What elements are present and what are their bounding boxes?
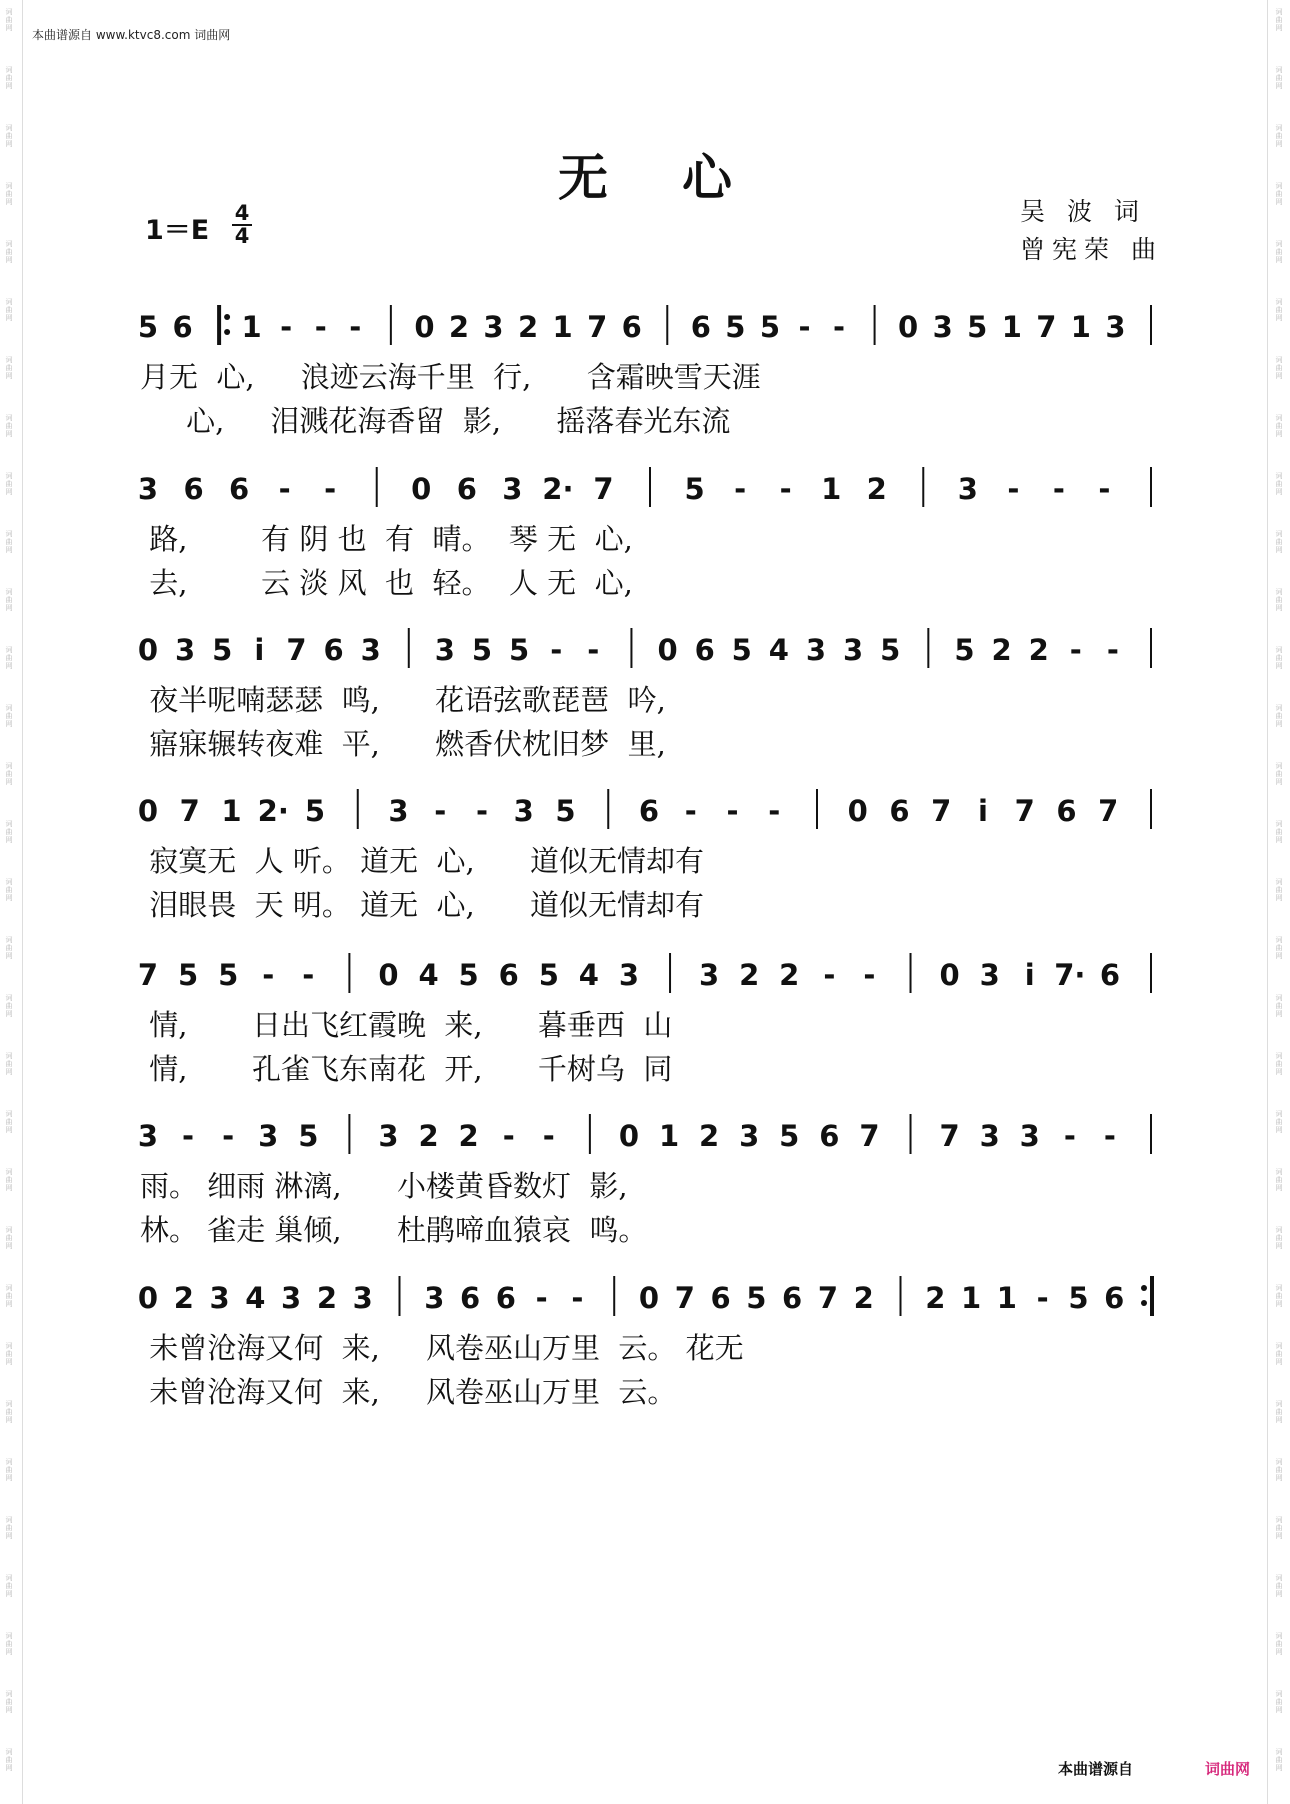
note: - [502, 1119, 515, 1153]
note: 3 [175, 633, 196, 667]
note: 3 [388, 794, 409, 828]
watermark-mark: 词 曲 网 [5, 704, 13, 728]
watermark-mark: 词 曲 网 [5, 240, 13, 264]
key-signature: 1＝E [145, 215, 210, 246]
footer-source-label: 本曲谱源自 [1058, 1760, 1134, 1778]
note: 6 [694, 633, 715, 667]
watermark-mark: 词 曲 网 [1275, 414, 1283, 438]
note: - [349, 310, 362, 344]
bar-line [408, 628, 410, 668]
note: 3 [957, 472, 978, 506]
note: - [475, 794, 489, 828]
lyric-verse-2: 寤寐辗转夜难 平, 燃香伏枕旧梦 里, [140, 727, 666, 761]
note: i [254, 633, 265, 667]
note: 5 [458, 958, 479, 992]
note: 5 [538, 958, 559, 992]
note: - [768, 794, 781, 828]
watermark-mark: 词 曲 网 [5, 1690, 13, 1714]
watermark-mark: 词 曲 网 [5, 994, 13, 1018]
note: 0 [378, 958, 399, 992]
note: - [726, 794, 739, 828]
note: 2 [866, 472, 887, 506]
lyric-verse-2: 泪眼畏 天 明。 道无 心, 道似无情却有 [140, 888, 705, 922]
note: 6 [1099, 958, 1121, 992]
bar-line [900, 1276, 902, 1316]
note: 5 [954, 633, 975, 667]
lyric-verse-1: 寂寞无 人 听。 道无 心, 道似无情却有 [140, 844, 705, 878]
note: - [823, 958, 836, 992]
repeat-bar-line [217, 305, 221, 345]
note: 0 [137, 633, 159, 667]
repeat-dot [1141, 1300, 1147, 1306]
bar-line [910, 1114, 912, 1154]
time-signature-top: 4 [234, 201, 250, 225]
note: - [684, 794, 697, 828]
note: - [779, 472, 792, 506]
note: 7 [137, 958, 159, 992]
watermark-mark: 词 曲 网 [1275, 8, 1283, 32]
note: 6 [690, 310, 711, 344]
watermark-mark: 词 曲 网 [5, 8, 13, 32]
note: 0 [847, 794, 868, 828]
watermark-mark: 词 曲 网 [1275, 820, 1283, 844]
watermark-mark: 词 曲 网 [1275, 878, 1283, 902]
note: 7 [587, 310, 608, 344]
note: - [1106, 633, 1119, 667]
note: 5 [177, 958, 199, 992]
note: 4 [418, 958, 439, 992]
lyric-verse-2: 未曾沧海又何 来, 风卷巫山万里 云。 [140, 1375, 677, 1409]
note: 7 [1014, 794, 1035, 828]
note: 5 [684, 472, 705, 506]
watermark-mark: 词 曲 网 [1275, 356, 1283, 380]
watermark-mark: 词 曲 网 [1275, 1458, 1283, 1482]
note: - [262, 958, 275, 992]
note: 7 [1036, 310, 1057, 344]
bar-line [1150, 789, 1152, 829]
watermark-mark: 词 曲 网 [1275, 1168, 1283, 1192]
watermark-mark: 词 曲 网 [5, 298, 13, 322]
lyric-verse-2: 林。 雀走 巢倾, 杜鹃啼血猿哀 鸣。 [140, 1213, 648, 1247]
lyric-verse-2: 心, 泪溅花海香留 影, 摇落春光东流 [140, 404, 731, 438]
bar-line [649, 467, 651, 507]
watermark-mark: 词 曲 网 [5, 1516, 13, 1540]
watermark-mark: 词 曲 网 [1275, 1748, 1283, 1772]
note: - [535, 1281, 548, 1315]
bar-line [376, 467, 378, 507]
watermark-mark: 词 曲 网 [5, 1400, 13, 1424]
note: 1 [221, 794, 242, 828]
note: - [314, 310, 327, 344]
watermark-mark: 词 曲 网 [5, 762, 13, 786]
watermark-mark: 词 曲 网 [5, 182, 13, 206]
note: 1 [241, 310, 262, 344]
watermark-mark: 词 曲 网 [1275, 994, 1283, 1018]
notation-row [0, 935, 1290, 1005]
note: - [302, 958, 315, 992]
note: 5 [779, 1119, 800, 1153]
note: 1 [1001, 310, 1022, 344]
watermark-mark: 词 曲 网 [5, 1226, 13, 1250]
note: 6 [1104, 1281, 1125, 1315]
note: 2 [448, 310, 470, 344]
watermark-mark: 词 曲 网 [1275, 1690, 1283, 1714]
note: 0 [414, 310, 435, 344]
note: 5 [298, 1119, 319, 1153]
note: 5 [555, 794, 576, 828]
bar-line [669, 953, 671, 993]
repeat-dot [224, 329, 230, 335]
lyric-verse-2: 情, 孔雀飞东南花 开, 千树乌 同 [140, 1052, 673, 1086]
note: 6 [498, 958, 519, 992]
note: 0 [638, 1281, 660, 1315]
note: 1 [1070, 310, 1091, 344]
repeat-dot [1141, 1285, 1147, 1291]
note: 3 [352, 1281, 373, 1315]
time-signature [231, 203, 253, 247]
watermark-mark: 词 曲 网 [1275, 1574, 1283, 1598]
note: 5 [212, 633, 233, 667]
note: 2 [699, 1119, 720, 1153]
composer-credit: 曾宪荣 曲 [1020, 235, 1163, 264]
bar-line [348, 1114, 350, 1154]
note: 5 [880, 633, 901, 667]
note: 0 [618, 1119, 640, 1153]
bar-line [922, 467, 924, 507]
bar-line [630, 628, 632, 668]
time-signature-bottom: 4 [234, 224, 250, 248]
bar-line [874, 305, 876, 345]
note: 5 [725, 310, 746, 344]
note: 3 [805, 633, 827, 667]
lyric-verse-1: 夜半呢喃瑟瑟 鸣, 花语弦歌琵琶 吟, [140, 683, 666, 717]
lyric-verse-2: 去, 云 淡 风 也 轻。 人 无 心, [140, 566, 633, 600]
note: 5 [731, 633, 752, 667]
watermark-mark: 词 曲 网 [1275, 124, 1283, 148]
note: 2 [991, 633, 1012, 667]
bar-line [390, 305, 392, 345]
note: 2 [173, 1281, 194, 1315]
watermark-mark: 词 曲 网 [1275, 1516, 1283, 1540]
watermark-mark: 词 曲 网 [5, 1168, 13, 1192]
bar-line [613, 1276, 615, 1316]
note: 3 [843, 633, 864, 667]
note: 7 [931, 794, 952, 828]
bar-line [1150, 1114, 1152, 1154]
lyric-verse-1: 情, 日出飞红霞晚 来, 暮垂西 山 [140, 1008, 673, 1042]
note: 3 [979, 1119, 1000, 1153]
watermark-mark: 词 曲 网 [5, 1342, 13, 1366]
lyricist-credit: 吴 波 词 [1020, 197, 1146, 226]
note: - [280, 310, 293, 344]
watermark-mark: 词 曲 网 [5, 1748, 13, 1772]
note: 6 [323, 633, 344, 667]
score-system-7 [0, 1258, 1290, 1408]
note: 3 [209, 1281, 230, 1315]
note: 7 [859, 1119, 880, 1153]
note: 7· [1054, 958, 1086, 992]
watermark-mark: 词 曲 网 [1275, 1226, 1283, 1250]
bar-line [399, 1276, 401, 1316]
watermark-mark: 词 曲 网 [5, 1052, 13, 1076]
note: 3 [258, 1119, 279, 1153]
watermark-mark: 词 曲 网 [1275, 1342, 1283, 1366]
note: 3 [1105, 310, 1126, 344]
note: - [734, 472, 747, 506]
watermark-mark: 词 曲 网 [5, 414, 13, 438]
repeat-dot [224, 314, 230, 320]
note: - [798, 310, 811, 344]
note: 2· [542, 472, 574, 506]
note: - [1098, 472, 1111, 506]
note: 6 [459, 1281, 481, 1315]
note: 7 [817, 1281, 839, 1315]
note: - [278, 472, 291, 506]
note: - [1036, 1281, 1049, 1315]
watermark-mark: 词 曲 网 [5, 1284, 13, 1308]
note: 3 [137, 472, 159, 506]
bar-line [607, 789, 609, 829]
note: 3 [502, 472, 523, 506]
lyric-verse-1: 月无 心, 浪迹云海千里 行, 含霜映雪天涯 [140, 360, 761, 394]
note: 4 [578, 958, 599, 992]
notation-row [0, 1258, 1290, 1328]
note: 0 [137, 794, 159, 828]
note: 7 [179, 794, 200, 828]
note: 6 [183, 472, 204, 506]
note: 3 [699, 958, 720, 992]
note: 5 [967, 310, 988, 344]
watermark-mark: 词 曲 网 [1275, 646, 1283, 670]
watermark-mark: 词 曲 网 [5, 588, 13, 612]
lyric-verse-1: 路, 有 阴 也 有 晴。 琴 无 心, [140, 522, 633, 556]
note: 2 [1028, 633, 1049, 667]
note: 7 [674, 1281, 695, 1315]
watermark-mark: 词 曲 网 [1275, 240, 1283, 264]
bar-line [666, 305, 668, 345]
watermark-mark: 词 曲 网 [5, 1574, 13, 1598]
note: 2 [517, 310, 539, 344]
notation-row [0, 771, 1290, 841]
note: - [1052, 472, 1065, 506]
note: - [587, 633, 600, 667]
source-note: 本曲谱源自 www.ktvc8.com 词曲网 [32, 28, 231, 42]
notation-row [0, 449, 1290, 519]
note: 5 [746, 1281, 767, 1315]
watermark-mark: 词 曲 网 [1275, 472, 1283, 496]
note: 6 [889, 794, 910, 828]
score-system-1 [0, 287, 1290, 437]
repeat-bar-line [1150, 1276, 1154, 1316]
watermark-mark: 词 曲 网 [5, 1632, 13, 1656]
note: 0 [411, 472, 432, 506]
note: 3 [137, 1119, 159, 1153]
watermark-mark: 词 曲 网 [1275, 1284, 1283, 1308]
note: i [978, 794, 988, 828]
watermark-mark: 词 曲 网 [5, 936, 13, 960]
note: - [1103, 1119, 1116, 1153]
credits [1020, 193, 1163, 269]
note: 6 [782, 1281, 803, 1315]
score-system-2 [0, 449, 1290, 599]
note: - [1069, 633, 1082, 667]
note: 2 [316, 1281, 338, 1315]
note: 2 [739, 958, 760, 992]
note: 6 [638, 794, 660, 828]
note: 0 [657, 633, 678, 667]
bar-line [1150, 467, 1152, 507]
note: - [571, 1281, 584, 1315]
watermark-mark: 词 曲 网 [1275, 530, 1283, 554]
footer-site-logo: 词曲网 [1205, 1760, 1251, 1778]
bar-line [357, 789, 359, 829]
note: 1 [960, 1281, 982, 1315]
note: 5 [471, 633, 493, 667]
lyric-verse-1: 雨。 细雨 淋漓, 小楼黄昏数灯 影, [140, 1169, 628, 1203]
note: 2· [257, 794, 289, 828]
note: 6 [710, 1281, 731, 1315]
notation-row [0, 287, 1290, 357]
note: 6 [495, 1281, 516, 1315]
watermark-mark: 词 曲 网 [1275, 66, 1283, 90]
note: 5 [759, 310, 781, 344]
note: 5 [1068, 1281, 1089, 1315]
note: - [542, 1119, 555, 1153]
note: 7 [1098, 794, 1119, 828]
note: 6 [228, 472, 250, 506]
score-system-3 [0, 610, 1290, 760]
bar-line [1150, 305, 1152, 345]
bar-line [1150, 628, 1152, 668]
note: - [550, 633, 563, 667]
note: 1 [821, 472, 842, 506]
note: 4 [768, 633, 789, 667]
note: - [833, 310, 846, 344]
notation-row [0, 610, 1290, 680]
note: 2 [458, 1119, 479, 1153]
note: 1 [996, 1281, 1017, 1315]
note: 6 [621, 310, 642, 344]
watermark-mark: 词 曲 网 [5, 530, 13, 554]
note: 5 [137, 310, 159, 344]
song-title: 无心 [558, 148, 806, 207]
note: - [434, 794, 447, 828]
watermark-mark: 词 曲 网 [5, 472, 13, 496]
notation-row [0, 1096, 1290, 1166]
watermark-mark: 词 曲 网 [5, 820, 13, 844]
note: 0 [939, 958, 960, 992]
note: 6 [456, 472, 477, 506]
watermark-mark: 词 曲 网 [5, 356, 13, 380]
note: 2 [779, 958, 800, 992]
note: - [222, 1119, 235, 1153]
note: 3 [378, 1119, 399, 1153]
note: - [1063, 1119, 1076, 1153]
note: 3 [483, 310, 504, 344]
note: 3 [1019, 1119, 1040, 1153]
watermark-mark: 词 曲 网 [5, 878, 13, 902]
note: 3 [618, 958, 640, 992]
score-system-4 [0, 771, 1290, 921]
note: 3 [424, 1281, 445, 1315]
note: 3 [360, 633, 381, 667]
watermark-mark: 词 曲 网 [1275, 1632, 1283, 1656]
score-system-5 [0, 935, 1290, 1085]
note: 0 [137, 1281, 159, 1315]
note: - [1007, 472, 1020, 506]
note: 5 [304, 794, 326, 828]
note: i [1024, 958, 1035, 992]
note: 3 [932, 310, 953, 344]
note: 3 [281, 1281, 302, 1315]
note: 0 [898, 310, 919, 344]
note: 7 [939, 1119, 960, 1153]
bar-line [348, 953, 350, 993]
watermark-mark: 词 曲 网 [5, 1458, 13, 1482]
note: 6 [819, 1119, 840, 1153]
note: 7 [593, 472, 614, 506]
note: 1 [552, 310, 573, 344]
note: 6 [1056, 794, 1077, 828]
bar-line [1150, 953, 1152, 993]
note: 7 [286, 633, 307, 667]
watermark-mark: 词 曲 网 [1275, 704, 1283, 728]
watermark-mark: 词 曲 网 [5, 66, 13, 90]
bar-line [910, 953, 912, 993]
note: 2 [853, 1281, 874, 1315]
watermark-mark: 词 曲 网 [1275, 762, 1283, 786]
watermark-mark: 词 曲 网 [1275, 182, 1283, 206]
watermark-mark: 词 曲 网 [5, 1110, 13, 1134]
watermark-mark: 词 曲 网 [5, 646, 13, 670]
watermark-mark: 词 曲 网 [1275, 588, 1283, 612]
bar-line [589, 1114, 591, 1154]
lyric-verse-1: 未曾沧海又何 来, 风卷巫山万里 云。 花无 [140, 1331, 744, 1365]
note: - [324, 472, 337, 506]
watermark-mark: 词 曲 网 [1275, 936, 1283, 960]
note: 6 [172, 310, 193, 344]
note: 2 [418, 1119, 439, 1153]
watermark-mark: 词 曲 网 [1275, 298, 1283, 322]
watermark-mark: 词 曲 网 [1275, 1052, 1283, 1076]
note: 3 [979, 958, 1000, 992]
note: 3 [434, 633, 455, 667]
watermark-mark: 词 曲 网 [5, 124, 13, 148]
note: 2 [925, 1281, 946, 1315]
note: 3 [739, 1119, 760, 1153]
note: 5 [218, 958, 239, 992]
note: - [182, 1119, 195, 1153]
score-system-6 [0, 1096, 1290, 1246]
note: 3 [513, 794, 534, 828]
watermark-mark: 词 曲 网 [1275, 1110, 1283, 1134]
note: 1 [658, 1119, 680, 1153]
note: 4 [245, 1281, 266, 1315]
note: - [863, 958, 876, 992]
bar-line [816, 789, 818, 829]
bar-line [927, 628, 929, 668]
note: 5 [509, 633, 530, 667]
watermark-mark: 词 曲 网 [1275, 1400, 1283, 1424]
